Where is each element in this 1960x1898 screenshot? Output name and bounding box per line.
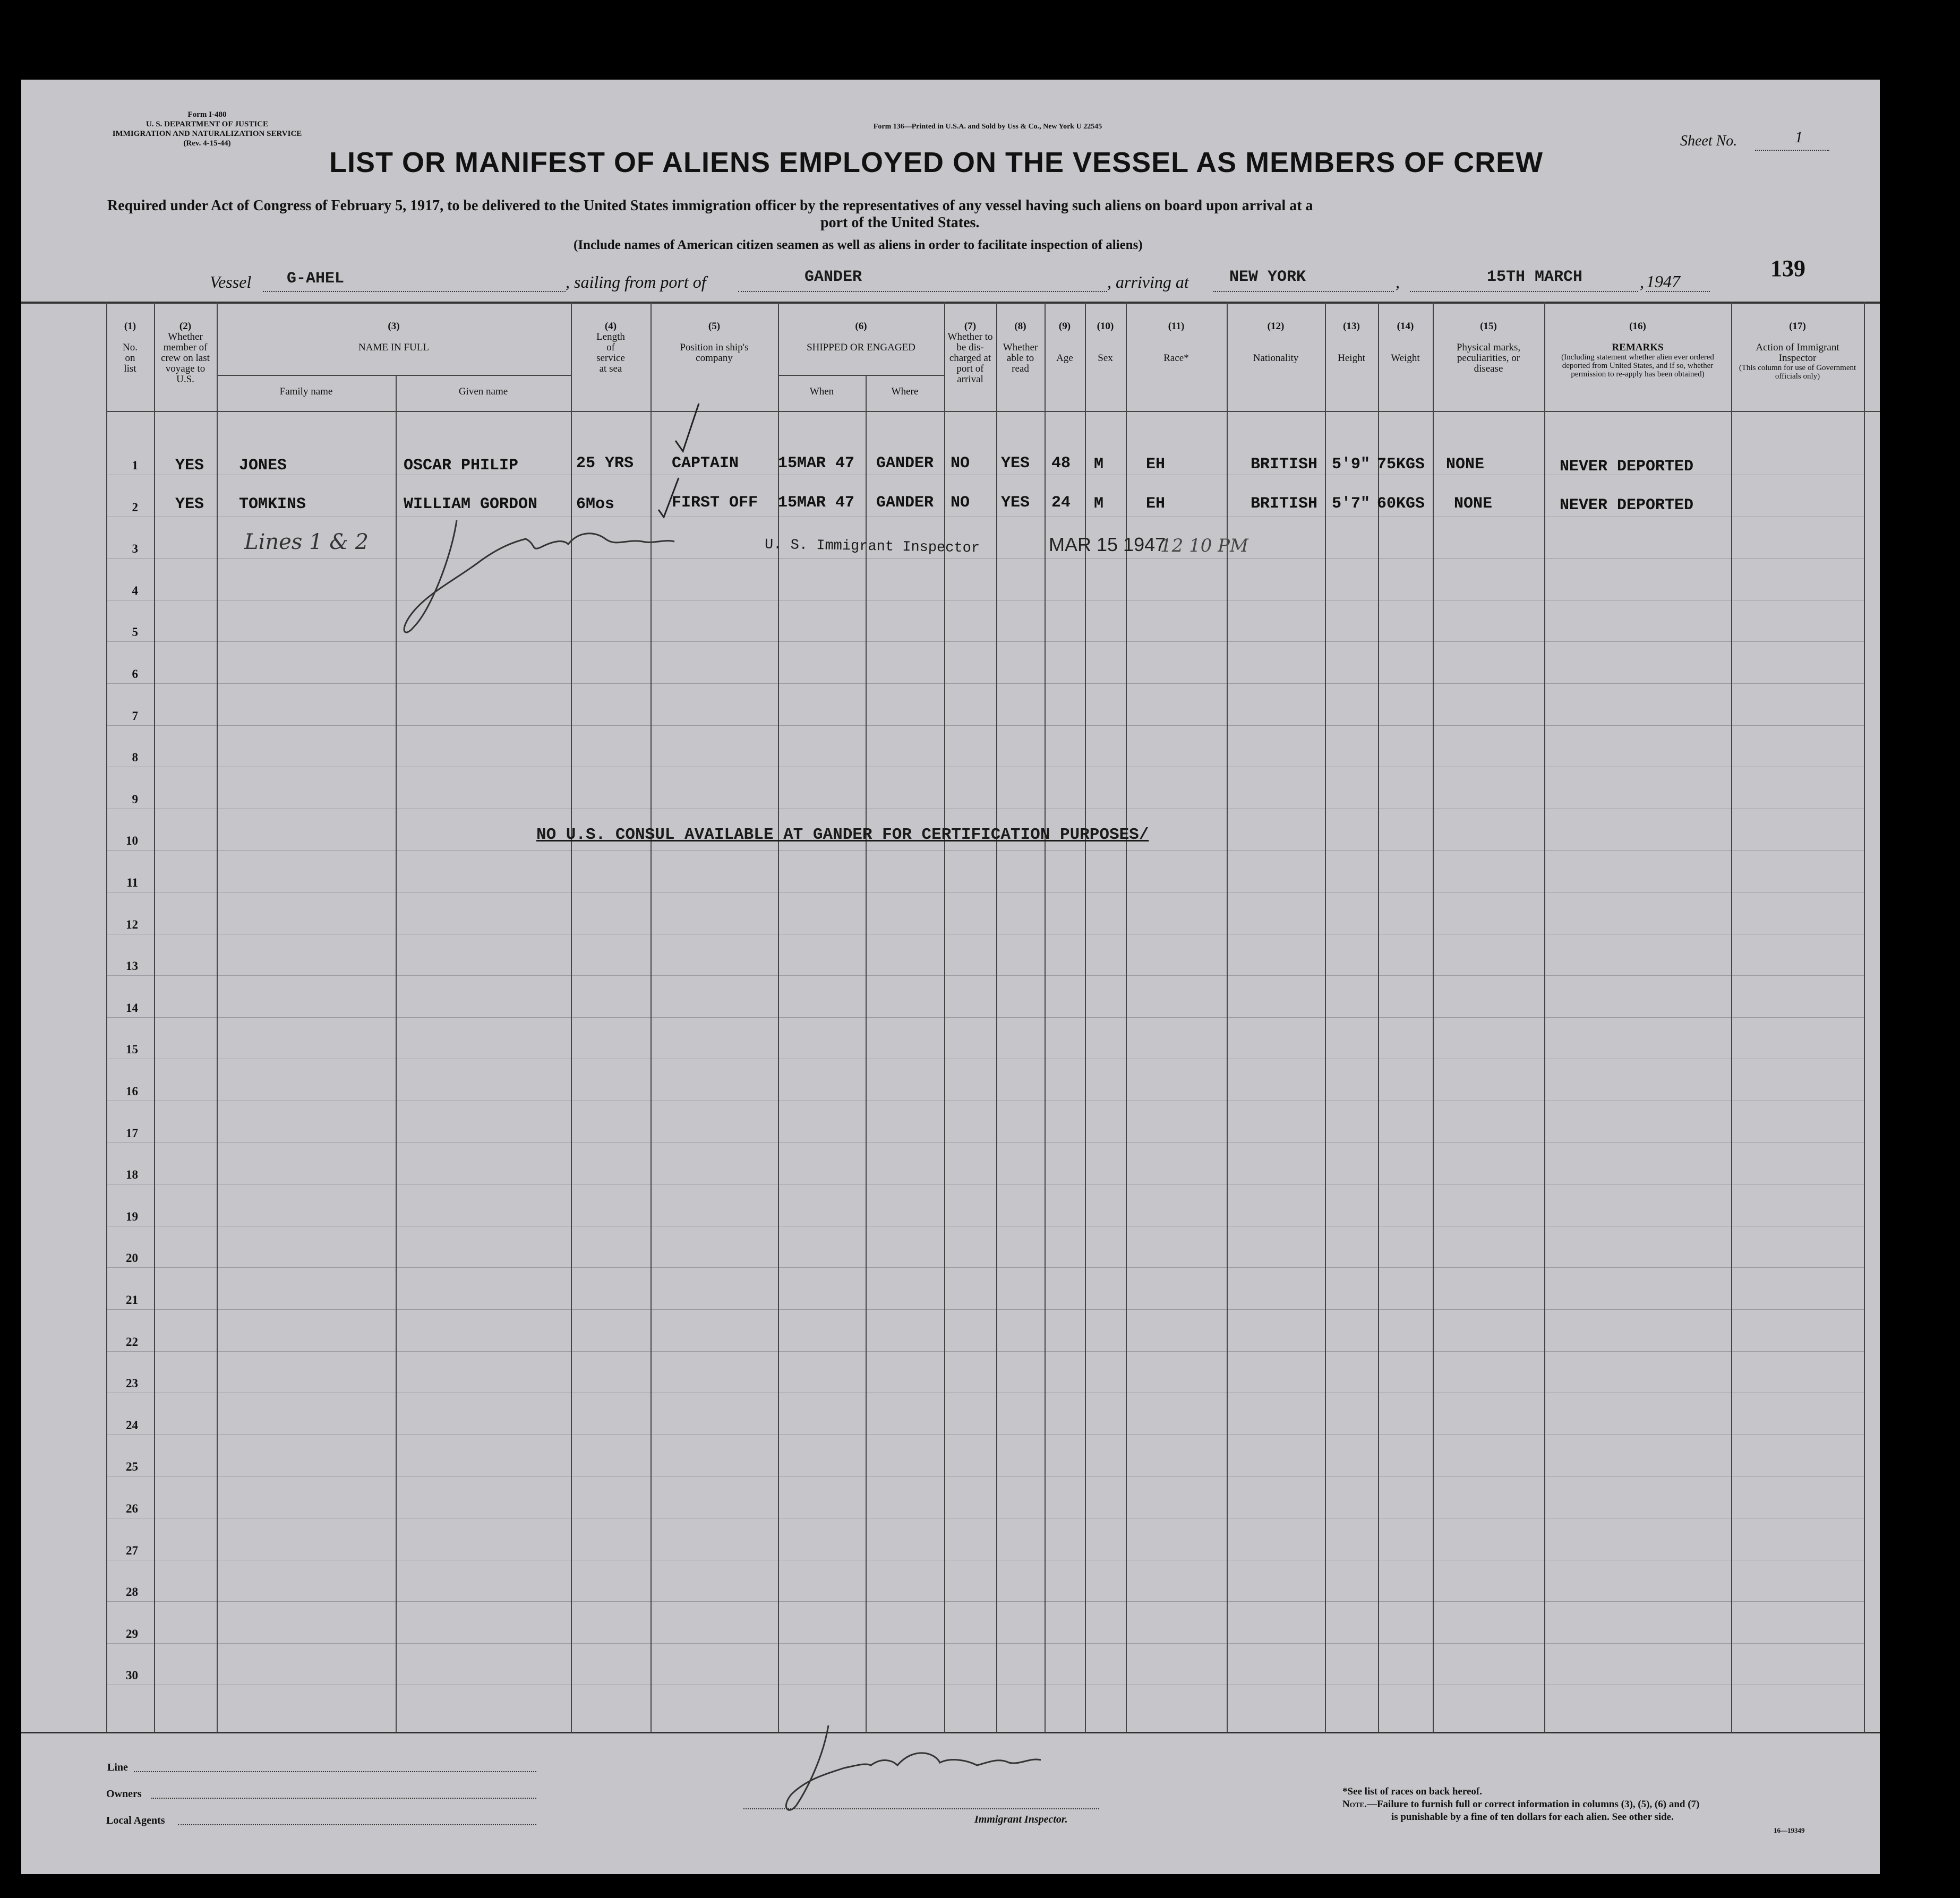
page-number: 139 bbox=[1770, 255, 1805, 281]
col-line bbox=[217, 302, 218, 1732]
row-line bbox=[106, 1017, 1864, 1018]
col2-header: (2) Whether member of crew on last voyage to U.S. bbox=[161, 321, 210, 385]
row-line bbox=[106, 1267, 1864, 1268]
row-number: 1 bbox=[132, 459, 138, 472]
sheet-value: 1 bbox=[1795, 128, 1803, 146]
col-line bbox=[1378, 302, 1379, 1732]
row-line bbox=[106, 683, 1864, 684]
last-voyage: YES bbox=[175, 457, 204, 475]
printer-line: Form 136—Printed in U.S.A. and Sold by Uss & Co., New York U 22545 bbox=[873, 123, 1102, 131]
shipped-when: 15MAR 47 bbox=[778, 454, 855, 473]
shipped-subheader-line bbox=[778, 375, 944, 376]
row-line bbox=[106, 850, 1864, 851]
col-line bbox=[1433, 302, 1434, 1732]
row-number: 2 bbox=[132, 501, 138, 514]
row-number: 6 bbox=[132, 667, 138, 681]
row-number: 18 bbox=[126, 1168, 138, 1181]
row-number: 24 bbox=[126, 1419, 138, 1432]
agents-label: Local Agents bbox=[106, 1815, 165, 1826]
col-line bbox=[1731, 302, 1732, 1732]
inspector-signature-line bbox=[743, 1808, 1099, 1809]
port-to-value: NEW YORK bbox=[1229, 268, 1306, 286]
vessel-label: Vessel bbox=[210, 272, 252, 291]
position: CAPTAIN bbox=[672, 454, 739, 473]
row-number: 7 bbox=[132, 709, 138, 723]
row-number: 9 bbox=[132, 793, 138, 806]
given-name: OSCAR PHILIP bbox=[404, 457, 519, 475]
age: 24 bbox=[1051, 494, 1071, 512]
col-line bbox=[996, 302, 997, 1732]
family-name: TOMKINS bbox=[239, 495, 306, 513]
col5-header: (5) Position in ship's company bbox=[680, 321, 749, 364]
weight: 75KGS bbox=[1377, 456, 1425, 474]
row-number: 21 bbox=[126, 1293, 138, 1307]
row-line bbox=[106, 1351, 1864, 1352]
row-number: 19 bbox=[126, 1210, 138, 1223]
service-length: 6Mos bbox=[576, 495, 615, 513]
row-line bbox=[106, 558, 1864, 559]
consul-note: NO U.S. CONSUL AVAILABLE AT GANDER FOR CERTIFICATION PURPOSES/ bbox=[536, 826, 1149, 844]
sheet-label: Sheet No. bbox=[1680, 133, 1738, 149]
row-number: 30 bbox=[126, 1669, 138, 1682]
height: 5'7" bbox=[1332, 495, 1371, 513]
family-name: JONES bbox=[239, 457, 287, 475]
position: FIRST OFF bbox=[672, 494, 758, 512]
include-note: (Include names of American citizen seamen as well as aliens in order to facilitate inspection of aliens) bbox=[574, 238, 1143, 252]
able-to-read: YES bbox=[1001, 454, 1030, 473]
sailing-label: , sailing from port of bbox=[566, 272, 706, 291]
race: EH bbox=[1146, 456, 1166, 474]
name-subheader-line bbox=[217, 375, 571, 376]
col6-header: (6) SHIPPED OR ENGAGED bbox=[807, 321, 915, 353]
inspector-label: Immigrant Inspector. bbox=[974, 1814, 1068, 1825]
col11-header: (11) Race* bbox=[1163, 321, 1189, 364]
row-number: 17 bbox=[126, 1127, 138, 1140]
sex: M bbox=[1094, 495, 1104, 513]
row-number: 16 bbox=[126, 1085, 138, 1098]
inspector-signature-scribble bbox=[393, 515, 690, 653]
col3b-header: Given name bbox=[458, 386, 508, 397]
row-number: 3 bbox=[132, 542, 138, 555]
year-value: 1947 bbox=[1646, 272, 1680, 291]
row-number: 8 bbox=[132, 751, 138, 764]
height: 5'9" bbox=[1332, 456, 1371, 474]
age: 48 bbox=[1051, 454, 1071, 473]
penalty-note-line1: Note.—Failure to furnish full or correct information in columns (3), (5), (6) and (7) bbox=[1342, 1799, 1700, 1810]
col13-header: (13) Height bbox=[1338, 321, 1365, 364]
footer-signature-scribble bbox=[765, 1715, 1083, 1821]
date-value: 15TH MARCH bbox=[1487, 268, 1583, 286]
year-line bbox=[1646, 291, 1710, 292]
row-line bbox=[106, 725, 1864, 726]
row-line bbox=[106, 1601, 1864, 1602]
physical-marks: NONE bbox=[1446, 456, 1485, 474]
row-number: 23 bbox=[126, 1377, 138, 1390]
col6a-header: When bbox=[809, 386, 834, 397]
line-label: Line bbox=[107, 1762, 128, 1773]
given-name: WILLIAM GORDON bbox=[404, 495, 538, 513]
col-line bbox=[106, 302, 107, 1732]
row-number: 5 bbox=[132, 625, 138, 639]
row-number: 11 bbox=[126, 876, 138, 889]
requirement-line-1: Required under Act of Congress of February 5, 1917, to be delivered to the United States immigration officer by the representatives of any vessel having such aliens on board upon arrival at a bbox=[107, 197, 1313, 214]
sex: M bbox=[1094, 456, 1104, 474]
col16-header: (16) REMARKS (Including statement whether alien ever ordered deported from United States, and if so, whether permission to re-apply has been obtained) bbox=[1561, 321, 1714, 379]
col-line bbox=[1045, 302, 1046, 1732]
row-number: 10 bbox=[126, 834, 138, 847]
row-number: 14 bbox=[126, 1001, 138, 1015]
nationality: BRITISH bbox=[1251, 456, 1318, 474]
agents-field bbox=[178, 1824, 536, 1825]
col-line bbox=[1227, 302, 1228, 1732]
port-from-value: GANDER bbox=[804, 268, 862, 286]
col6b-header: Where bbox=[891, 386, 919, 397]
requirement-line-2: port of the United States. bbox=[820, 214, 980, 231]
row-number: 25 bbox=[126, 1460, 138, 1473]
col3-header: (3) NAME IN FULL bbox=[358, 321, 429, 353]
owners-label: Owners bbox=[106, 1788, 142, 1800]
lines-note: Lines 1 & 2 bbox=[244, 530, 369, 554]
remarks: NEVER DEPORTED bbox=[1560, 458, 1694, 476]
manifest-sheet: Form I-480 U. S. DEPARTMENT OF JUSTICE IMMIGRATION AND NATURALIZATION SERVICE (Rev. 4-15-44) Form 136—Printed in U.S.A. and Sold by Uss & Co., New York U 22545 Sheet No. 1 LIST OR MANIFEST OF ALIENS EMPLOYED ON THE VESSEL AS MEMBERS OF CREW Required under Act of Congress of February 5, 1917, to be delivered to the United States immigration officer by the representatives of any vessel having such aliens on board upon arrival at a port of the United States. (Include names of American citizen seamen as well as aliens in order to facilitate inspection of aliens) 139 Vessel G-AHEL , sailing from port of GANDER , arriving at NEW YORK , 15TH MARCH , 1947 (1) No. on list (2) Whether member of crew on last voyage to U.S. (3) NAME IN FULL Family name Given name (4) Length of service at sea (5) Position in ship's company (6) SHIPPED OR ENGAGED When Where (7) Whether to be dis-charged at port of arrival (8) Whether able to read (9) Age (10) Sex (11) Race* (12) Nationality (13) Height (14) Weight (15) Physical marks, peculiarities, or disease (16) REMARKS (Including statement whether alien ever ordered deported from United States, and if so, whether permission to re-apply has been obtained) (17) Action of Immigrant Inspector (This column for use of Government officials only) 1 2 3 4 5 6 7 8 9 10 11 12 13 14 15 16 17 18 19 20 21 22 23 24 25 26 27 28 29 30 YES JONES OSCAR PHILIP 25 YRS CAPTAIN 15MAR 47 GANDER NO YES 48 M EH BRITISH 5'9" 75KGS NONE NEVER DEPORTED YES TOMKINS WILLIAM GORDON 6Mos FIRST OFF 15MAR 47 GANDER NO YES 24 M EH BRITISH 5'7" 60KGS NONE NEVER DEPORTED Lines 1 & 2 U. S. Immigrant Inspector MAR 15 1947 12 10 PM NO U.S. CONSUL AVAILABLE AT GANDER FOR CERTIFICATION PURPOSES/ Line Owners Local Agents Immigrant Inspector. *See list of races on back hereof. Note.—Failure to furnish full or correct information in columns (3), (5), (6) and (7) is punishable by a fine of ten dollars for each alien. See other side. 16—19349 bbox=[21, 80, 1880, 1874]
row-number: 22 bbox=[126, 1335, 138, 1349]
col9-header: (9) Age bbox=[1056, 321, 1073, 364]
date-line bbox=[1410, 291, 1638, 292]
col-line bbox=[778, 302, 779, 1732]
vessel-value: G-AHEL bbox=[287, 270, 345, 288]
race-note: *See list of races on back hereof. bbox=[1342, 1786, 1482, 1797]
arriving-label: , arriving at bbox=[1107, 272, 1189, 291]
stamp-extra: 12 10 PM bbox=[1160, 535, 1248, 556]
shipped-when: 15MAR 47 bbox=[778, 494, 855, 512]
col10-header: (10) Sex bbox=[1097, 321, 1114, 364]
row-line bbox=[106, 1643, 1864, 1644]
row-number: 29 bbox=[126, 1627, 138, 1641]
table-top-border bbox=[21, 302, 1880, 304]
owners-field bbox=[151, 1798, 536, 1799]
col-line bbox=[1085, 302, 1086, 1732]
discharged: NO bbox=[951, 454, 970, 473]
row-number: 20 bbox=[126, 1251, 138, 1265]
row-line bbox=[106, 975, 1864, 976]
col17-header: (17) Action of Immigrant Inspector (This column for use of Government officials only) bbox=[1739, 321, 1856, 381]
col14-header: (14) Weight bbox=[1391, 321, 1420, 364]
able-to-read: YES bbox=[1001, 494, 1030, 512]
revision: (Rev. 4-15-44) bbox=[183, 139, 231, 148]
col-line bbox=[1864, 302, 1865, 1732]
penalty-note-line2: is punishable by a fine of ten dollars for each alien. See other side. bbox=[1391, 1811, 1674, 1823]
row-number: 27 bbox=[126, 1544, 138, 1557]
col-line bbox=[944, 302, 945, 1732]
col4-header: (4) Length of service at sea bbox=[596, 321, 625, 374]
physical-marks: NONE bbox=[1454, 495, 1493, 513]
col-line bbox=[154, 302, 155, 1732]
col-line bbox=[866, 375, 867, 1732]
col-line bbox=[1126, 302, 1127, 1732]
page-title: LIST OR MANIFEST OF ALIENS EMPLOYED ON THE VESSEL AS MEMBERS OF CREW bbox=[329, 147, 1544, 178]
col8-header: (8) Whether able to read bbox=[1003, 321, 1038, 374]
service-name: IMMIGRATION AND NATURALIZATION SERVICE bbox=[112, 130, 302, 138]
check-mark-icon bbox=[673, 398, 705, 462]
discharged: NO bbox=[951, 494, 970, 512]
port-to-line bbox=[1213, 291, 1394, 292]
department: U. S. DEPARTMENT OF JUSTICE bbox=[145, 120, 269, 128]
form-code: 16—19349 bbox=[1774, 1826, 1805, 1834]
race: EH bbox=[1146, 495, 1166, 513]
port-from-line bbox=[738, 291, 1107, 292]
shipped-where: GANDER bbox=[876, 494, 934, 512]
header-bottom-border bbox=[106, 411, 1880, 412]
col15-header: (15) Physical marks, peculiarities, or disease bbox=[1456, 321, 1521, 374]
remarks: NEVER DEPORTED bbox=[1560, 496, 1694, 514]
col1-header: (1) No. on list bbox=[123, 321, 138, 374]
inspector-title: U. S. Immigrant Inspector bbox=[764, 537, 980, 557]
row-number: 13 bbox=[126, 959, 138, 973]
line-field bbox=[134, 1771, 536, 1772]
col12-header: (12) Nationality bbox=[1253, 321, 1299, 364]
row-line bbox=[106, 641, 1864, 642]
stamp-date: MAR 15 1947 bbox=[1049, 534, 1166, 555]
col-line bbox=[1325, 302, 1326, 1732]
row-number: 28 bbox=[126, 1585, 138, 1599]
weight: 60KGS bbox=[1377, 495, 1425, 513]
col3a-header: Family name bbox=[279, 386, 333, 397]
service-length: 25 YRS bbox=[576, 454, 634, 473]
row-number: 26 bbox=[126, 1502, 138, 1515]
col7-header: (7) Whether to be dis-charged at port of arrival bbox=[947, 321, 993, 385]
form-number: Form I-480 bbox=[187, 110, 227, 119]
row-number: 15 bbox=[126, 1043, 138, 1056]
row-number: 12 bbox=[126, 918, 138, 931]
last-voyage: YES bbox=[175, 495, 204, 513]
row-line bbox=[106, 1309, 1864, 1310]
shipped-where: GANDER bbox=[876, 454, 934, 473]
vessel-line bbox=[263, 291, 566, 292]
row-number: 4 bbox=[132, 584, 138, 597]
nationality: BRITISH bbox=[1251, 495, 1318, 513]
sheet-line bbox=[1755, 150, 1829, 151]
col-line bbox=[1544, 302, 1545, 1732]
